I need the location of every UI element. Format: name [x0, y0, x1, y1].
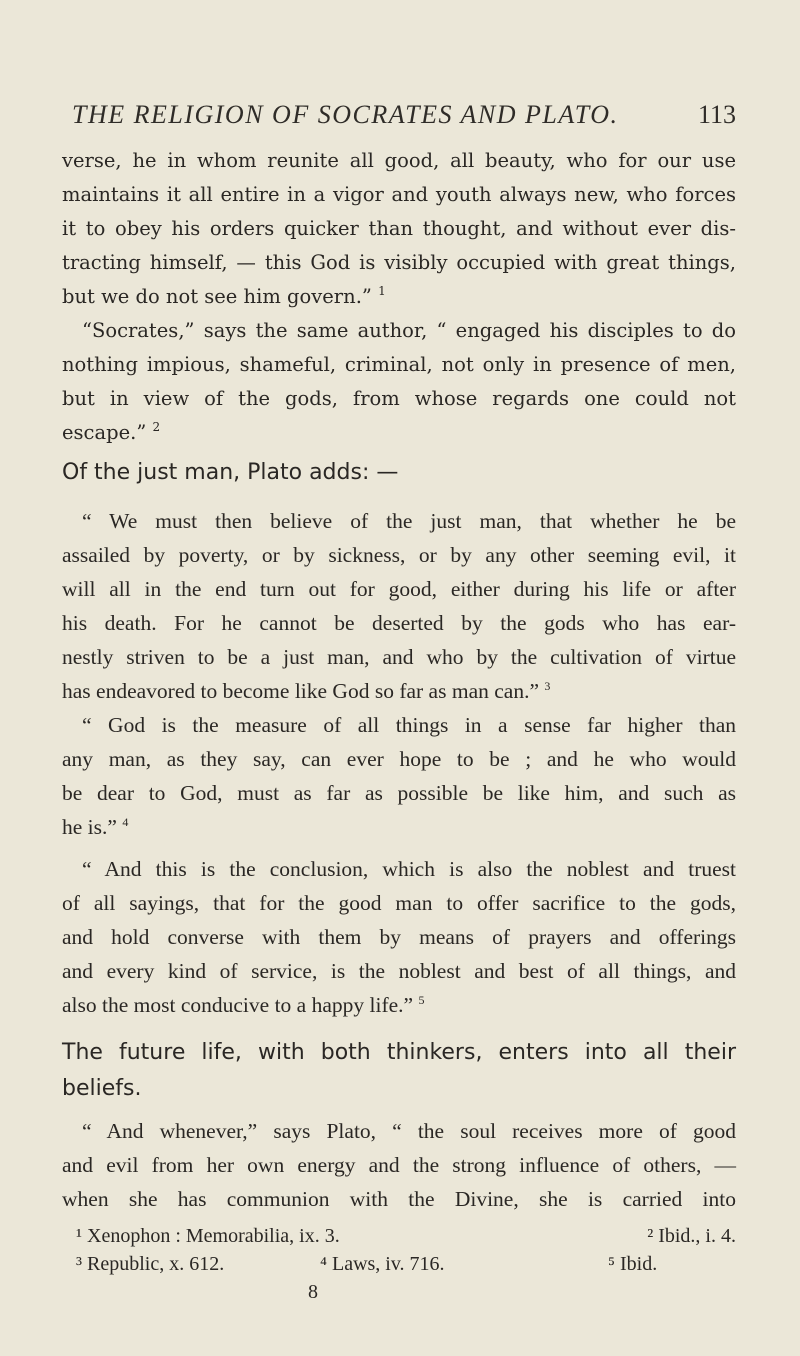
footnote-ref: 4 [122, 815, 129, 829]
text-line: nestly striven to be a just man, and who by the cultivation of virtue [62, 645, 736, 669]
footnotes [62, 1250, 736, 1278]
text-line: “ And whenever,” says Plato, “ the soul receives more of good [82, 1119, 736, 1143]
text-line: his death. For he cannot be deserted by the gods who has ear- [62, 611, 736, 635]
footnote-ref: 3 [544, 679, 551, 693]
footnote: ⁵ Ibid. [608, 1253, 658, 1275]
text-line: “ And this is the conclusion, which is also the noblest and truest [82, 857, 736, 881]
footnote: ¹ Xenophon : Memorabilia, ix. 3. [76, 1225, 340, 1247]
text-line: verse, he in whom reunite all good, all beauty, who for our use [62, 149, 736, 172]
footnote-ref: 2 [152, 420, 161, 434]
text-line: “Socrates,” says the same author, “ engaged his disciples to do [82, 319, 736, 342]
footnote: ⁴ Laws, iv. 716. [320, 1253, 445, 1275]
text-line: maintains it all entire in a vigor and youth always new, who forces [62, 183, 736, 206]
running-title: THE RELIGION OF SOCRATES AND PLATO. [72, 100, 619, 129]
footnote: ³ Republic, x. 612. [76, 1253, 225, 1275]
signature-mark: 8 [308, 1281, 318, 1303]
text-line: has endeavored to become like God so far as man can.” $^3$ [62, 679, 551, 703]
text-line: of all sayings, that for the good man to offer sacrifice to the gods, [62, 891, 736, 915]
footnotes [62, 1222, 736, 1250]
text-line: also the most conducive to a happy life.” $^5$ [62, 993, 425, 1017]
footnote-ref: 5 [418, 993, 425, 1007]
text-line: when she has communion with the Divine, she is carried into [62, 1187, 736, 1211]
text-line: escape.” $^2$ [62, 420, 161, 444]
page-number: 113 [697, 100, 736, 129]
signature-row [62, 1278, 736, 1306]
text-line: it to obey his orders quicker than thought, and without ever dis- [62, 217, 736, 240]
section-lead: Of the just man, Plato adds: — [62, 460, 399, 485]
text-line: but in view of the gods, from whose regards one could not [62, 387, 736, 410]
text-line: he is.” $^4$ [62, 815, 129, 839]
text-line: tracting himself, — this God is visibly occupied with great things, [62, 251, 736, 274]
footnote: ² Ibid., i. 4. [647, 1225, 736, 1247]
text-line: “ God is the measure of all things in a sense far higher than [82, 713, 736, 737]
text-line: will all in the end turn out for good, either during his life or after [62, 577, 736, 601]
text-line: beliefs. [62, 1076, 142, 1101]
text-line: nothing impious, shameful, criminal, not only in presence of men, [62, 353, 736, 376]
text-line: and evil from her own energy and the strong influence of others, — [62, 1153, 736, 1177]
text-line: but we do not see him govern.” $^1$ [62, 284, 386, 308]
text-line: and hold converse with them by means of prayers and offerings [62, 925, 736, 949]
page-header [62, 100, 736, 140]
text-line: and every kind of service, is the noblest and best of all things, and [62, 959, 736, 983]
footnote-ref: 1 [378, 284, 386, 298]
text-line: The future life, with both thinkers, enters into all their [62, 1040, 736, 1065]
text-line: assailed by poverty, or by sickness, or by any other seeming evil, it [62, 543, 736, 567]
text-line: “ We must then believe of the just man, that whether he be [82, 509, 736, 533]
text-line: any man, as they say, can ever hope to be ; and he who would [62, 747, 736, 771]
text-line: be dear to God, must as far as possible be like him, and such as [62, 781, 736, 805]
